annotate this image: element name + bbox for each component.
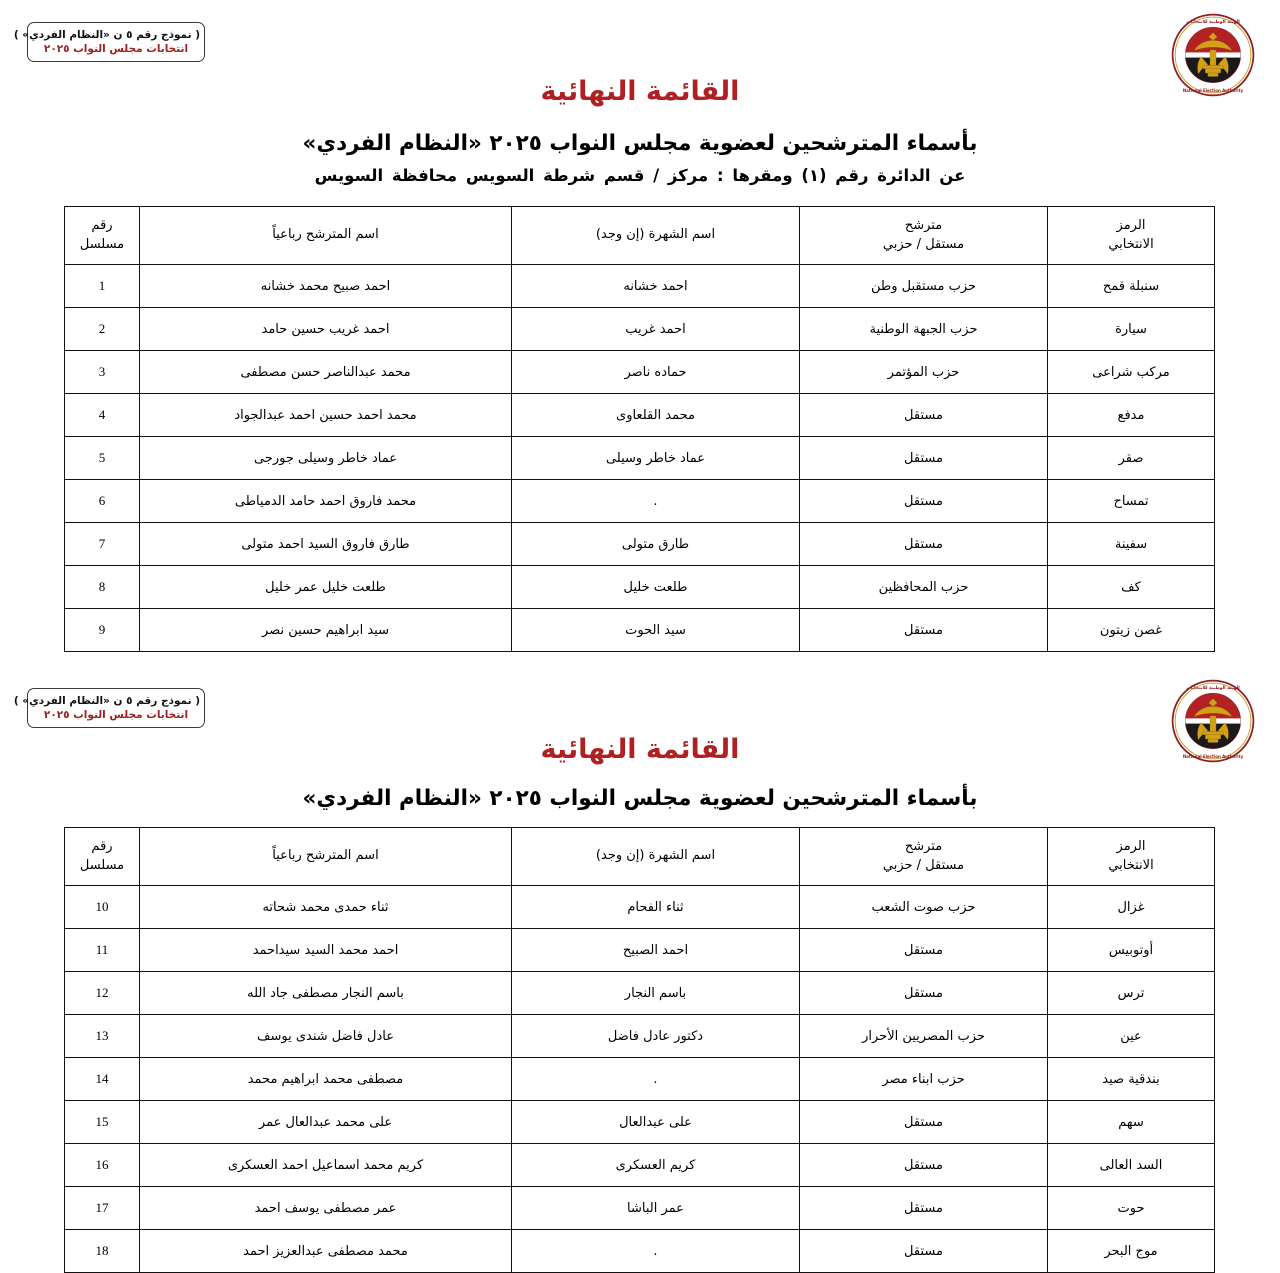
table-header-2 (65, 828, 1215, 886)
candidate-party: حزب المصريين الأحرار (800, 1015, 1048, 1058)
table-row (65, 351, 1215, 394)
candidate-party: مستقل (800, 437, 1048, 480)
column-header-symbol (1048, 207, 1215, 265)
candidate-nickname: طارق متولى (512, 523, 800, 566)
candidate-symbol: غصن زيتون (1048, 609, 1215, 652)
candidate-symbol: السد العالى (1048, 1144, 1215, 1187)
table-row (65, 437, 1215, 480)
candidate-symbol: موج البحر (1048, 1230, 1215, 1273)
table-row (65, 972, 1215, 1015)
table-row (65, 480, 1215, 523)
table-row (65, 886, 1215, 929)
candidate-party: مستقل (800, 609, 1048, 652)
table-row (65, 308, 1215, 351)
form-stamp-line-2: انتخابات مجلس النواب ٢٠٢٥ (43, 709, 189, 722)
candidate-serial: 8 (65, 566, 140, 609)
candidate-serial: 9 (65, 609, 140, 652)
candidate-symbol: مركب شراعى (1048, 351, 1215, 394)
column-header-serial-line1: رقم (91, 218, 113, 234)
candidate-name: طارق فاروق السيد احمد متولى (140, 523, 512, 566)
candidate-nickname: باسم النجار (512, 972, 800, 1015)
column-header-symbol-line1: الرمز (1116, 839, 1146, 855)
candidate-symbol: أوتوبيس (1048, 929, 1215, 972)
candidate-serial: 5 (65, 437, 140, 480)
table-row (65, 1058, 1215, 1101)
candidate-symbol: سيارة (1048, 308, 1215, 351)
table-row (65, 523, 1215, 566)
candidate-nickname: احمد خشانه (512, 265, 800, 308)
candidate-party: مستقل (800, 1187, 1048, 1230)
page-title-main-2: القائمة النهائية (540, 734, 740, 765)
document-section-2 (0, 666, 1280, 1272)
candidate-name: محمد عبدالناصر حسن مصطفى (140, 351, 512, 394)
form-stamp-line-2: انتخابات مجلس النواب ٢٠٢٥ (43, 43, 189, 56)
table-header-row (65, 828, 1215, 886)
candidate-symbol: عين (1048, 1015, 1215, 1058)
form-stamp-line-1: ( نموذج رقم ٥ ن «النظام الفردي» ) (13, 695, 200, 707)
page-title-main-1: القائمة النهائية (540, 76, 740, 107)
candidate-name: عادل فاضل شندى يوسف (140, 1015, 512, 1058)
table-row (65, 566, 1215, 609)
candidate-serial: 6 (65, 480, 140, 523)
candidate-name: احمد محمد السيد سيداحمد (140, 929, 512, 972)
candidate-name: ثناء حمدى محمد شحاته (140, 886, 512, 929)
candidate-party: حزب الجبهة الوطنية (800, 308, 1048, 351)
svg-text:الهيئة الوطنية للانتخابات: الهيئة الوطنية للانتخابات (1186, 686, 1240, 692)
candidate-nickname: سيد الحوت (512, 609, 800, 652)
table-row (65, 929, 1215, 972)
candidate-nickname: عمر الباشا (512, 1187, 800, 1230)
candidate-nickname: حماده ناصر (512, 351, 800, 394)
candidate-nickname: احمد الصبيح (512, 929, 800, 972)
column-header-serial (65, 207, 140, 265)
candidate-name: عماد خاطر وسيلى جورجى (140, 437, 512, 480)
candidate-nickname: محمد القلعاوى (512, 394, 800, 437)
svg-text:National Election Authority: National Election Authority (1182, 753, 1244, 759)
candidates-table-container-2 (65, 827, 1215, 1273)
candidate-serial: 16 (65, 1144, 140, 1187)
candidate-symbol: سنبلة قمح (1048, 265, 1215, 308)
candidate-party: حزب صوت الشعب (800, 886, 1048, 929)
column-header-serial-line2: مسلسل (79, 857, 125, 873)
candidate-party: حزب المحافظين (800, 566, 1048, 609)
candidate-symbol: حوت (1048, 1187, 1215, 1230)
candidate-name: محمد مصطفى عبدالعزيز احمد (140, 1230, 512, 1273)
candidate-name: كريم محمد اسماعيل احمد العسكرى (140, 1144, 512, 1187)
candidate-serial: 12 (65, 972, 140, 1015)
candidate-nickname: كريم العسكرى (512, 1144, 800, 1187)
table-row (65, 1144, 1215, 1187)
column-header-serial-line2: مسلسل (79, 236, 125, 252)
candidate-serial: 11 (65, 929, 140, 972)
candidate-party: مستقل (800, 523, 1048, 566)
form-stamp-box-2 (13, 688, 205, 728)
table-body-2 (65, 886, 1215, 1273)
candidate-name: باسم النجار مصطفى جاد الله (140, 972, 512, 1015)
candidate-nickname: على عبدالعال (512, 1101, 800, 1144)
candidate-party: مستقل (800, 1230, 1048, 1273)
candidate-party: حزب ابناء مصر (800, 1058, 1048, 1101)
column-header-party-line2: مستقل / حزبي (882, 857, 965, 873)
candidate-symbol: ترس (1048, 972, 1215, 1015)
candidate-symbol: مدفع (1048, 394, 1215, 437)
column-header-symbol (1048, 828, 1215, 886)
svg-text:الهيئة الوطنية للانتخابات: الهيئة الوطنية للانتخابات (1186, 20, 1240, 26)
column-header-party-line2: مستقل / حزبي (882, 236, 965, 252)
candidate-name: محمد احمد حسين احمد عبدالجواد (140, 394, 512, 437)
table-row (65, 1015, 1215, 1058)
table-row (65, 394, 1215, 437)
candidate-serial: 13 (65, 1015, 140, 1058)
page-district-line-1: عن الدائرة رقم (١) ومقرها : مركز / قسم شرطة السويس محافظة السويس (314, 166, 966, 185)
table-header-1 (65, 207, 1215, 265)
candidate-serial: 3 (65, 351, 140, 394)
candidate-nickname: . (512, 480, 800, 523)
candidate-serial: 4 (65, 394, 140, 437)
column-header-name: اسم المترشح رباعياً (140, 828, 512, 886)
candidate-nickname: . (512, 1230, 800, 1273)
candidate-name: طلعت خليل عمر خليل (140, 566, 512, 609)
column-header-symbol-line2: الانتخابي (1108, 236, 1154, 252)
table-row (65, 1230, 1215, 1273)
column-header-nickname: اسم الشهرة (إن وجد) (512, 207, 800, 265)
candidate-symbol: سفينة (1048, 523, 1215, 566)
candidate-nickname: احمد غريب (512, 308, 800, 351)
page-title-sub-2: بأسماء المترشحين لعضوية مجلس النواب ٢٠٢٥ «النظام الفردي» (302, 786, 978, 811)
candidate-party: حزب المؤتمر (800, 351, 1048, 394)
table-row (65, 609, 1215, 652)
candidate-name: على محمد عبدالعال عمر (140, 1101, 512, 1144)
candidate-symbol: كف (1048, 566, 1215, 609)
candidate-serial: 17 (65, 1187, 140, 1230)
candidate-serial: 10 (65, 886, 140, 929)
column-header-nickname: اسم الشهرة (إن وجد) (512, 828, 800, 886)
candidate-party: حزب مستقبل وطن (800, 265, 1048, 308)
candidate-serial: 7 (65, 523, 140, 566)
candidates-table-1 (64, 206, 1215, 652)
candidate-nickname: طلعت خليل (512, 566, 800, 609)
candidate-symbol: بندقية صيد (1048, 1058, 1215, 1101)
table-row (65, 1187, 1215, 1230)
candidate-name: احمد غريب حسين حامد (140, 308, 512, 351)
table-header-row (65, 207, 1215, 265)
candidate-serial: 18 (65, 1230, 140, 1273)
candidate-nickname: دكتور عادل فاضل (512, 1015, 800, 1058)
candidate-serial: 15 (65, 1101, 140, 1144)
candidate-symbol: غزال (1048, 886, 1215, 929)
candidate-name: محمد فاروق احمد حامد الدمياطى (140, 480, 512, 523)
candidate-nickname: عماد خاطر وسيلى (512, 437, 800, 480)
candidate-name: عمر مصطفى يوسف احمد (140, 1187, 512, 1230)
candidates-table-container-1 (65, 206, 1215, 652)
candidate-nickname: . (512, 1058, 800, 1101)
svg-text:National Election Authority: National Election Authority (1182, 87, 1244, 93)
candidate-serial: 1 (65, 265, 140, 308)
candidate-name: احمد صبيح محمد خشانه (140, 265, 512, 308)
candidate-party: مستقل (800, 929, 1048, 972)
candidate-name: مصطفى محمد ابراهيم محمد (140, 1058, 512, 1101)
form-stamp-line-1: ( نموذج رقم ٥ ن «النظام الفردي» ) (13, 29, 200, 41)
candidate-symbol: تمساح (1048, 480, 1215, 523)
candidate-party: مستقل (800, 480, 1048, 523)
candidate-party: مستقل (800, 1101, 1048, 1144)
table-body-1 (65, 265, 1215, 652)
candidates-table-2 (64, 827, 1215, 1273)
column-header-serial (65, 828, 140, 886)
candidate-serial: 2 (65, 308, 140, 351)
candidate-symbol: سهم (1048, 1101, 1215, 1144)
candidate-party: مستقل (800, 972, 1048, 1015)
column-header-name: اسم المترشح رباعياً (140, 207, 512, 265)
column-header-party-line1: مترشح (904, 839, 943, 855)
column-header-symbol-line1: الرمز (1116, 218, 1146, 234)
column-header-serial-line1: رقم (91, 839, 113, 855)
table-row (65, 265, 1215, 308)
candidate-name: سيد ابراهيم حسين نصر (140, 609, 512, 652)
column-header-party (800, 828, 1048, 886)
column-header-party (800, 207, 1048, 265)
candidate-serial: 14 (65, 1058, 140, 1101)
table-row (65, 1101, 1215, 1144)
candidate-nickname: ثناء الفحام (512, 886, 800, 929)
form-stamp-box-1 (13, 22, 205, 62)
candidate-party: مستقل (800, 1144, 1048, 1187)
page-title-sub-1: بأسماء المترشحين لعضوية مجلس النواب ٢٠٢٥ «النظام الفردي» (302, 131, 978, 156)
candidate-party: مستقل (800, 394, 1048, 437)
column-header-symbol-line2: الانتخابي (1108, 857, 1154, 873)
column-header-party-line1: مترشح (904, 218, 943, 234)
candidate-symbol: صقر (1048, 437, 1215, 480)
